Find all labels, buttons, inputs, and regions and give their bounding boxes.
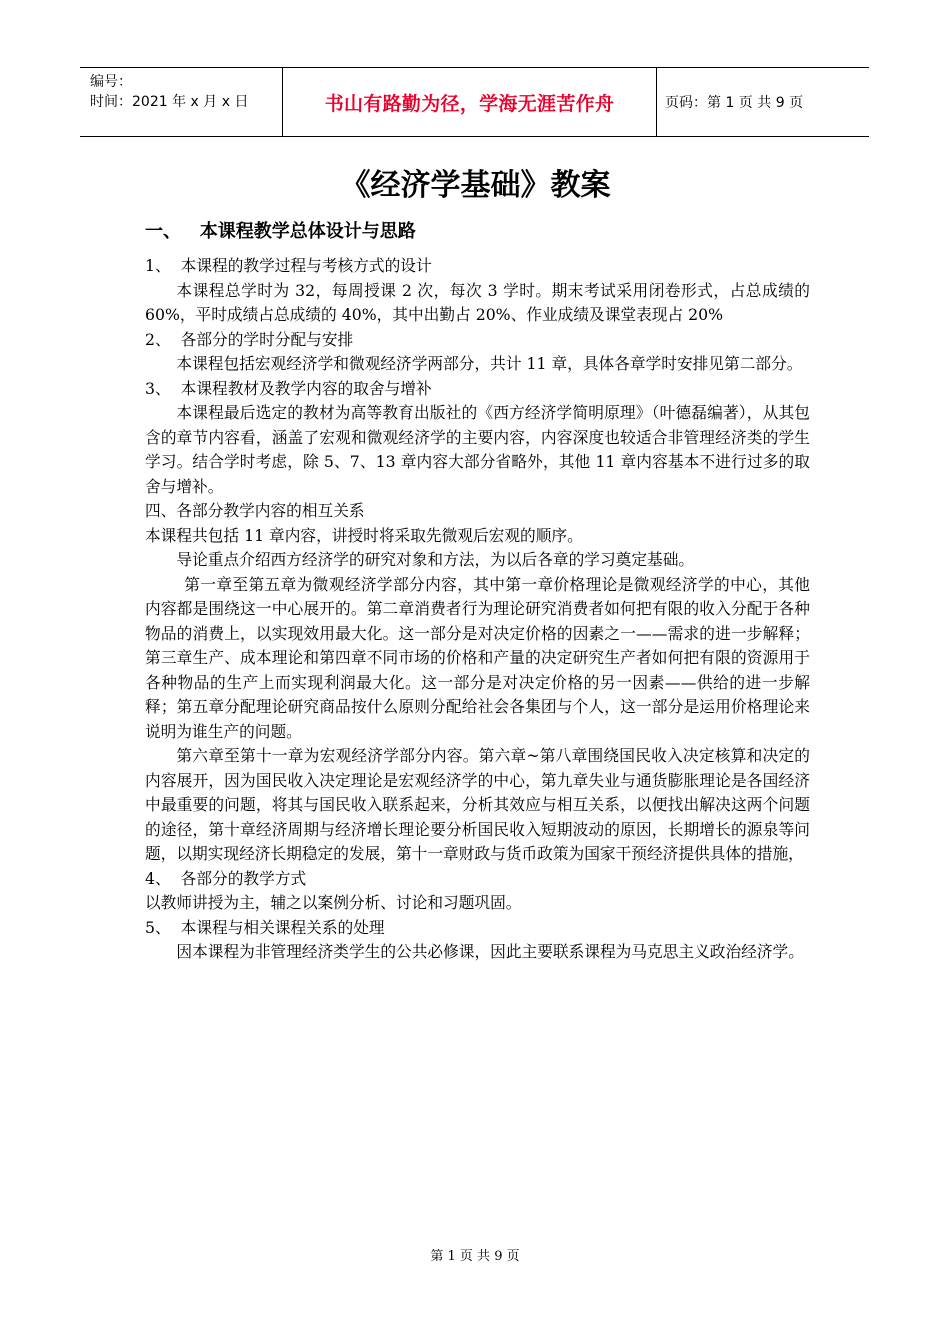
- item-heading: 2、 各部分的学时分配与安排: [145, 329, 354, 349]
- item-heading: 3、 本课程教材及教学内容的取舍与增补: [145, 378, 432, 398]
- paragraph: 本课程总学时为 32，每周授课 2 次，每次 3 学时。期末考试采用闭卷形式，占总成绩的 60%，平时成绩占总成绩的 40%，其中出勤占 20%、作业成绩及课堂表现占 20%: [145, 280, 810, 324]
- header-page-number: 页码：第 1 页 共 9 页: [665, 95, 804, 111]
- paragraph: 第一章至第五章为微观经济学部分内容，其中第一章价格理论是微观经济学的中心，其他内容都是围绕这一中心展开的。第二章消费者行为理论研究消费者如何把有限的收入分配于各种物品的消费上，以实现效用最大化。这一部分是对决定价格的因素之一——需求的进一步解释；第三章生产、成本理论和第四章不同市场的价格和产量的决定研究生产者如何把有限的资源用于各种物品的生产上而实现利润最大化。这一部分是对决定价格的另一因素——供给的进一步解释；第五章分配理论研究商品按什么原则分配给社会各集团与个人，这一部分是运用价格理论来说明为谁生产的问题。: [145, 574, 810, 741]
- header-meta: [80, 68, 282, 136]
- document-title: 《经济学基础》教案: [340, 168, 611, 203]
- paragraph: 第六章至第十一章为宏观经济学部分内容。第六章~第八章围绕国民收入决定核算和决定的内容展开，因为国民收入决定理论是宏观经济学的中心，第九章失业与通货膨胀理论是各国经济中最重要的问题，将其与国民收入联系起来，分析其效应与相互关系，以便找出解决这两个问题的途径，第十章经济周期与经济增长理论要分析国民收入短期波动的原因，长期增长的源泉等问题，以期实现经济长期稳定的发展，第十一章财政与货币政策为国家干预经济提供具体的措施，: [145, 746, 810, 863]
- item-heading: 四、各部分教学内容的相互关系: [145, 501, 365, 520]
- header-motto-cell: [282, 68, 657, 136]
- page-header: [80, 67, 869, 137]
- paragraph: 导论重点介绍西方经济学的研究对象和方法，为以后各章的学习奠定基础。: [176, 550, 695, 569]
- paragraph: 本课程共包括 11 章内容，讲授时将采取先微观后宏观的顺序。: [145, 525, 583, 545]
- item-heading: 5、 本课程与相关课程关系的处理: [145, 917, 385, 937]
- section-heading: 一、 本课程教学总体设计与思路: [145, 221, 416, 242]
- page-footer: 第 1 页 共 9 页: [430, 1249, 520, 1264]
- document-body: [145, 160, 810, 965]
- header-motto: 书山有路勤为径，学海无涯苦作舟: [324, 92, 615, 115]
- paragraph: 以教师讲授为主，辅之以案例分析、讨论和习题巩固。: [145, 893, 522, 912]
- paragraph: 本课程包括宏观经济学和微观经济学两部分，共计 11 章，具体各章学时安排见第二部分。: [176, 354, 803, 373]
- document-time-label: 时间：2021 年 x 月 x 日: [90, 94, 249, 110]
- paragraph: 因本课程为非管理经济类学生的公共必修课，因此主要联系课程为马克思主义政治经济学。: [176, 942, 804, 961]
- item-heading: 1、 本课程的教学过程与考核方式的设计: [145, 256, 432, 275]
- item-heading: 4、 各部分的教学方式: [145, 868, 307, 888]
- document-number-label: 编号：: [90, 74, 132, 90]
- paragraph: 本课程最后选定的教材为高等教育出版社的《西方经济学简明原理》（叶德磊编著），从其包含的章节内容看，涵盖了宏观和微观经济学的主要内容，内容深度也较适合非管理经济类的学生学习。结合学时考虑，除 5、7、13 章内容大部分省略外，其他 11 章内容基本不进行过多的取舍与增补。: [145, 403, 810, 496]
